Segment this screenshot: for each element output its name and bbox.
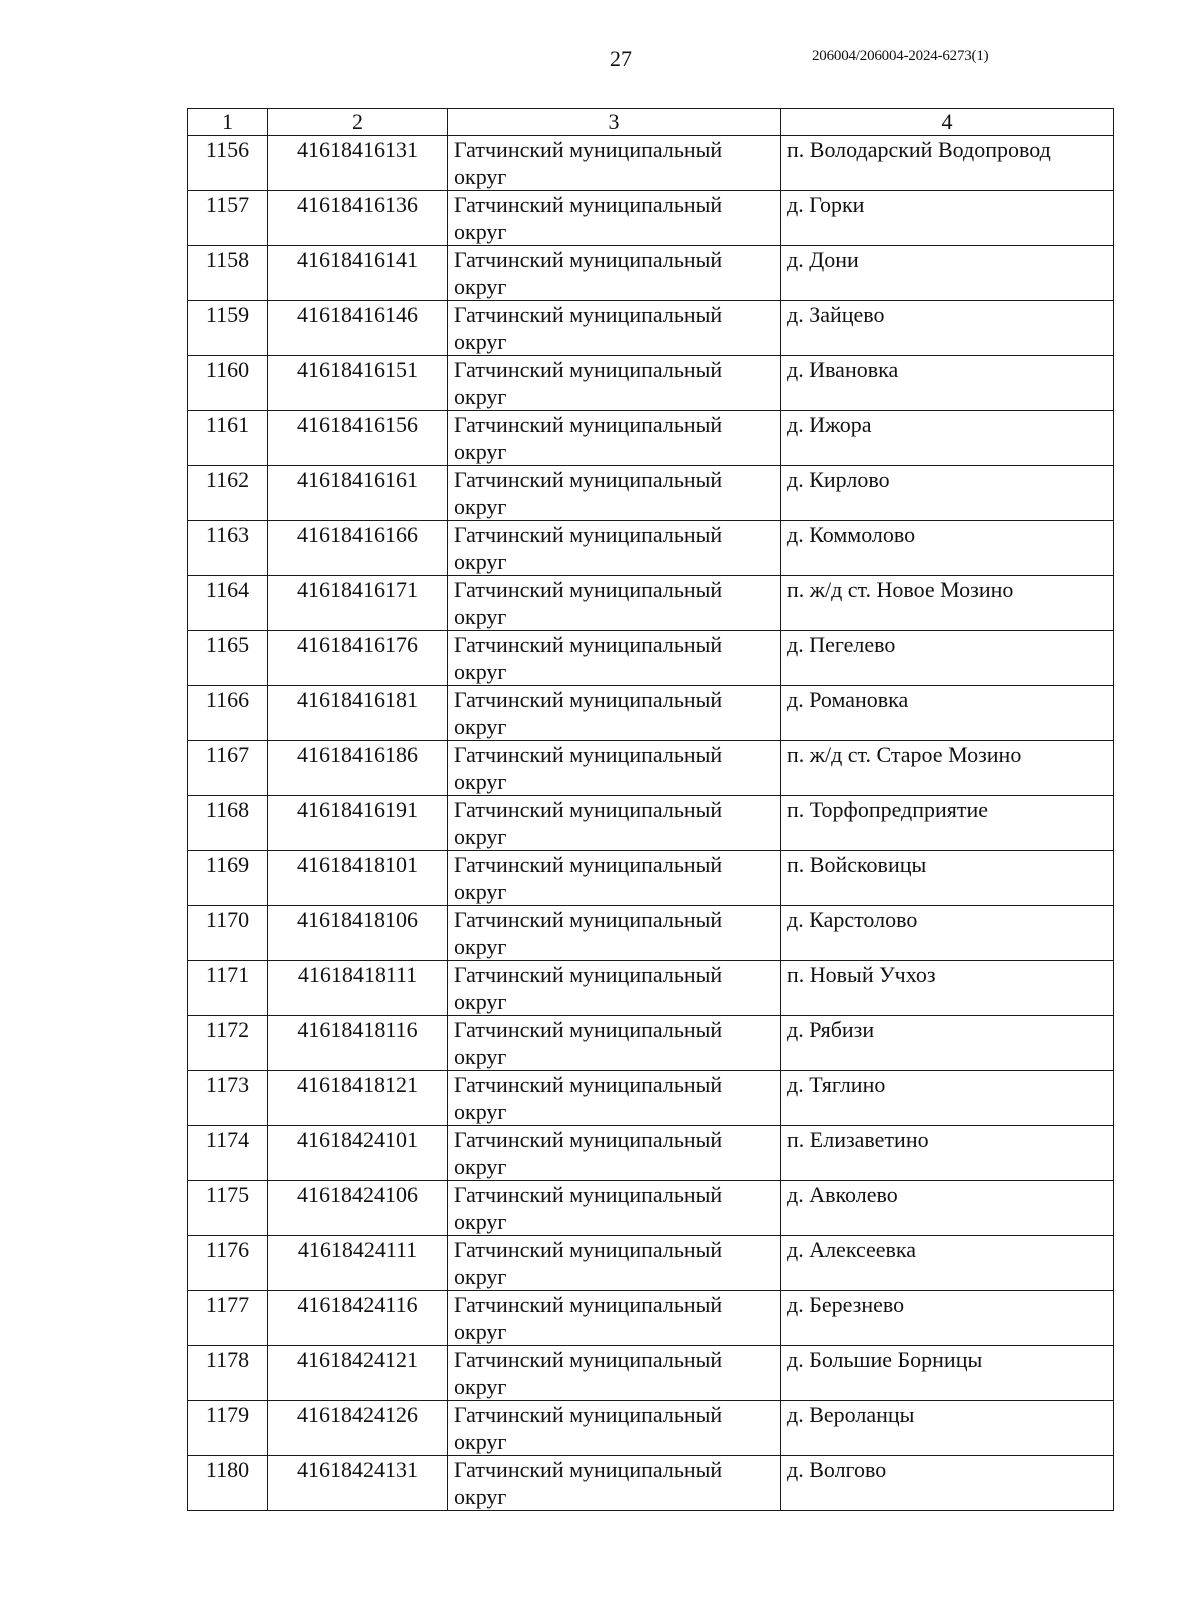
table-row <box>188 576 1114 631</box>
row-number-cell: 1157 <box>188 191 268 246</box>
settlement-cell: п. Войсковицы <box>781 851 1114 906</box>
settlement-cell: д. Коммолово <box>781 521 1114 576</box>
row-number-cell: 1159 <box>188 301 268 356</box>
settlement-cell: д. Пегелево <box>781 631 1114 686</box>
oktmo-code-cell: 41618416191 <box>268 796 448 851</box>
settlement-cell: д. Горки <box>781 191 1114 246</box>
column-header-4: 4 <box>781 109 1114 136</box>
table-row <box>188 906 1114 961</box>
oktmo-code-cell: 41618416176 <box>268 631 448 686</box>
column-header-2: 2 <box>268 109 448 136</box>
row-number-cell: 1178 <box>188 1346 268 1401</box>
table-row <box>188 851 1114 906</box>
oktmo-code-cell: 41618424106 <box>268 1181 448 1236</box>
settlement-cell: п. Володарский Водопровод <box>781 136 1114 191</box>
table-row <box>188 741 1114 796</box>
oktmo-code-cell: 41618416136 <box>268 191 448 246</box>
row-number-cell: 1180 <box>188 1456 268 1511</box>
municipality-cell: Гатчинский муниципальный округ <box>448 411 781 466</box>
oktmo-code-cell: 41618416151 <box>268 356 448 411</box>
table-row <box>188 686 1114 741</box>
municipality-cell: Гатчинский муниципальный округ <box>448 796 781 851</box>
municipality-cell: Гатчинский муниципальный округ <box>448 191 781 246</box>
oktmo-code-cell: 41618416186 <box>268 741 448 796</box>
row-number-cell: 1169 <box>188 851 268 906</box>
row-number-cell: 1160 <box>188 356 268 411</box>
table-row <box>188 1346 1114 1401</box>
row-number-cell: 1165 <box>188 631 268 686</box>
municipality-cell: Гатчинский муниципальный округ <box>448 1291 781 1346</box>
row-number-cell: 1170 <box>188 906 268 961</box>
municipality-cell: Гатчинский муниципальный округ <box>448 741 781 796</box>
settlements-table <box>187 108 1114 1511</box>
page-number: 27 <box>610 46 632 71</box>
table-row <box>188 356 1114 411</box>
row-number-cell: 1167 <box>188 741 268 796</box>
row-number-cell: 1166 <box>188 686 268 741</box>
oktmo-code-cell: 41618418106 <box>268 906 448 961</box>
settlement-cell: п. ж/д ст. Новое Мозино <box>781 576 1114 631</box>
settlement-cell: д. Карстолово <box>781 906 1114 961</box>
table-row <box>188 1181 1114 1236</box>
row-number-cell: 1168 <box>188 796 268 851</box>
settlement-cell: д. Авколево <box>781 1181 1114 1236</box>
municipality-cell: Гатчинский муниципальный округ <box>448 576 781 631</box>
municipality-cell: Гатчинский муниципальный округ <box>448 1126 781 1181</box>
table-row <box>188 961 1114 1016</box>
oktmo-code-cell: 41618424101 <box>268 1126 448 1181</box>
table-row <box>188 191 1114 246</box>
municipality-cell: Гатчинский муниципальный округ <box>448 356 781 411</box>
row-number-cell: 1176 <box>188 1236 268 1291</box>
municipality-cell: Гатчинский муниципальный округ <box>448 1346 781 1401</box>
table-row <box>188 301 1114 356</box>
municipality-cell: Гатчинский муниципальный округ <box>448 851 781 906</box>
municipality-cell: Гатчинский муниципальный округ <box>448 1071 781 1126</box>
table-row <box>188 1071 1114 1126</box>
row-number-cell: 1175 <box>188 1181 268 1236</box>
oktmo-code-cell: 41618416156 <box>268 411 448 466</box>
oktmo-code-cell: 41618424126 <box>268 1401 448 1456</box>
settlement-cell: д. Алексеевка <box>781 1236 1114 1291</box>
table-row <box>188 1016 1114 1071</box>
table-row <box>188 1401 1114 1456</box>
settlement-cell: п. Елизаветино <box>781 1126 1114 1181</box>
oktmo-code-cell: 41618416146 <box>268 301 448 356</box>
settlement-cell: д. Вероланцы <box>781 1401 1114 1456</box>
municipality-cell: Гатчинский муниципальный округ <box>448 906 781 961</box>
oktmo-code-cell: 41618418116 <box>268 1016 448 1071</box>
oktmo-code-cell: 41618424121 <box>268 1346 448 1401</box>
settlement-cell: д. Березнево <box>781 1291 1114 1346</box>
row-number-cell: 1171 <box>188 961 268 1016</box>
table-row <box>188 1456 1114 1511</box>
row-number-cell: 1179 <box>188 1401 268 1456</box>
table-header-row <box>188 109 1114 136</box>
column-header-3: 3 <box>448 109 781 136</box>
table-row <box>188 136 1114 191</box>
settlement-cell: д. Зайцево <box>781 301 1114 356</box>
row-number-cell: 1162 <box>188 466 268 521</box>
document-id: 206004/206004-2024-6273(1) <box>812 48 989 64</box>
table-row <box>188 796 1114 851</box>
row-number-cell: 1161 <box>188 411 268 466</box>
column-header-1: 1 <box>188 109 268 136</box>
oktmo-code-cell: 41618416131 <box>268 136 448 191</box>
table-row <box>188 411 1114 466</box>
table-row <box>188 631 1114 686</box>
row-number-cell: 1156 <box>188 136 268 191</box>
settlement-cell: д. Рябизи <box>781 1016 1114 1071</box>
oktmo-code-cell: 41618416161 <box>268 466 448 521</box>
settlement-cell: д. Дони <box>781 246 1114 301</box>
row-number-cell: 1163 <box>188 521 268 576</box>
row-number-cell: 1173 <box>188 1071 268 1126</box>
municipality-cell: Гатчинский муниципальный округ <box>448 631 781 686</box>
municipality-cell: Гатчинский муниципальный округ <box>448 466 781 521</box>
municipality-cell: Гатчинский муниципальный округ <box>448 1181 781 1236</box>
municipality-cell: Гатчинский муниципальный округ <box>448 961 781 1016</box>
municipality-cell: Гатчинский муниципальный округ <box>448 686 781 741</box>
settlement-cell: п. Торфопредприятие <box>781 796 1114 851</box>
table-row <box>188 466 1114 521</box>
oktmo-code-cell: 41618416171 <box>268 576 448 631</box>
oktmo-code-cell: 41618416166 <box>268 521 448 576</box>
table-row <box>188 246 1114 301</box>
oktmo-code-cell: 41618416141 <box>268 246 448 301</box>
row-number-cell: 1164 <box>188 576 268 631</box>
table-row <box>188 521 1114 576</box>
settlement-cell: д. Ивановка <box>781 356 1114 411</box>
row-number-cell: 1174 <box>188 1126 268 1181</box>
settlement-cell: д. Волгово <box>781 1456 1114 1511</box>
municipality-cell: Гатчинский муниципальный округ <box>448 136 781 191</box>
table-row <box>188 1236 1114 1291</box>
row-number-cell: 1158 <box>188 246 268 301</box>
settlement-cell: д. Ижора <box>781 411 1114 466</box>
settlement-cell: д. Большие Борницы <box>781 1346 1114 1401</box>
oktmo-code-cell: 41618424116 <box>268 1291 448 1346</box>
municipality-cell: Гатчинский муниципальный округ <box>448 1456 781 1511</box>
municipality-cell: Гатчинский муниципальный округ <box>448 1016 781 1071</box>
oktmo-code-cell: 41618424111 <box>268 1236 448 1291</box>
oktmo-code-cell: 41618416181 <box>268 686 448 741</box>
municipality-cell: Гатчинский муниципальный округ <box>448 1236 781 1291</box>
row-number-cell: 1177 <box>188 1291 268 1346</box>
oktmo-code-cell: 41618418121 <box>268 1071 448 1126</box>
settlement-cell: д. Романовка <box>781 686 1114 741</box>
table-row <box>188 1291 1114 1346</box>
settlement-cell: д. Тяглино <box>781 1071 1114 1126</box>
table-row <box>188 1126 1114 1181</box>
settlement-cell: п. Новый Учхоз <box>781 961 1114 1016</box>
municipality-cell: Гатчинский муниципальный округ <box>448 1401 781 1456</box>
municipality-cell: Гатчинский муниципальный округ <box>448 521 781 576</box>
oktmo-code-cell: 41618424131 <box>268 1456 448 1511</box>
municipality-cell: Гатчинский муниципальный округ <box>448 246 781 301</box>
oktmo-code-cell: 41618418101 <box>268 851 448 906</box>
municipality-cell: Гатчинский муниципальный округ <box>448 301 781 356</box>
settlement-cell: д. Кирлово <box>781 466 1114 521</box>
row-number-cell: 1172 <box>188 1016 268 1071</box>
settlement-cell: п. ж/д ст. Старое Мозино <box>781 741 1114 796</box>
oktmo-code-cell: 41618418111 <box>268 961 448 1016</box>
